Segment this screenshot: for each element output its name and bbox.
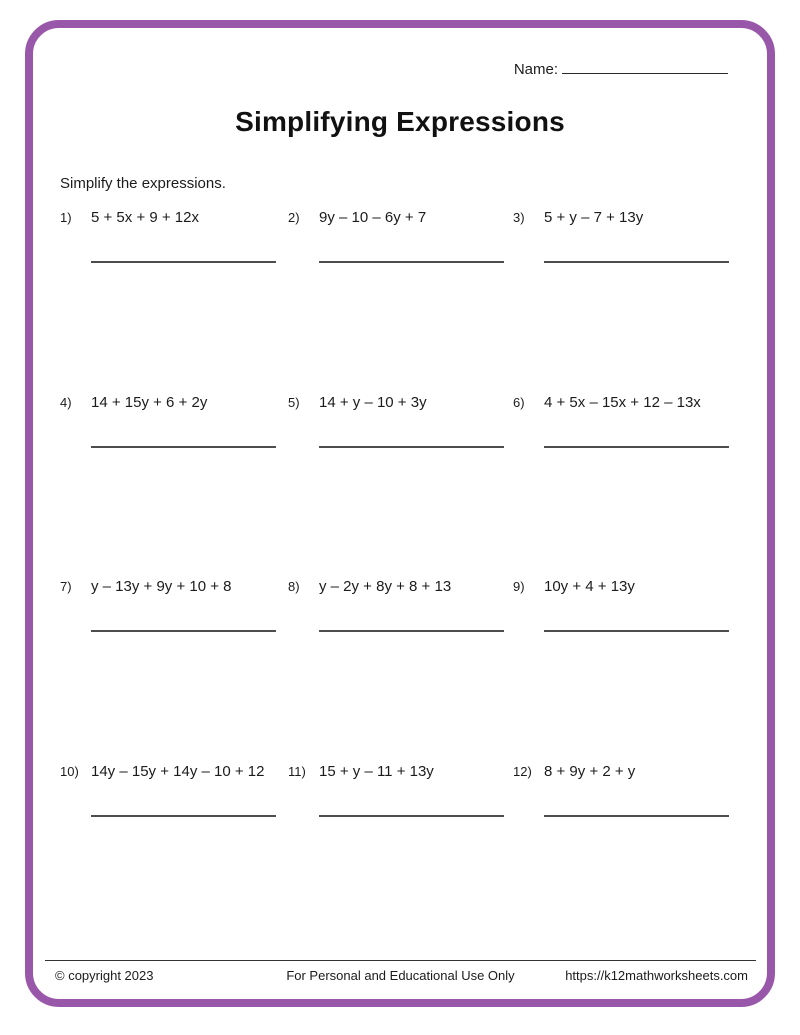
- problem-item: [513, 762, 740, 947]
- answer-line: [544, 815, 729, 817]
- problem-number: 3): [513, 210, 525, 225]
- name-block: [514, 60, 728, 78]
- problem-item: [60, 393, 288, 578]
- problem-expression: 14y – 15y + 14y – 10 + 12: [91, 762, 265, 780]
- answer-line: [544, 261, 729, 263]
- problem-item: [288, 577, 513, 762]
- problem-expression: 5 + 5x + 9 + 12x: [91, 209, 199, 226]
- answer-line: [91, 815, 276, 817]
- answer-line: [319, 446, 504, 448]
- problem-number: 7): [60, 579, 72, 594]
- footer-divider: [45, 960, 756, 961]
- problem-item: [60, 208, 288, 393]
- answer-line: [319, 630, 504, 632]
- problem-number: 2): [288, 210, 300, 225]
- problem-number: 4): [60, 394, 72, 410]
- problem-expression: y – 2y + 8y + 8 + 13: [319, 578, 452, 595]
- footer-url: https://k12mathworksheets.com: [565, 968, 748, 983]
- problem-number: 12): [513, 763, 532, 779]
- answer-line: [91, 446, 276, 448]
- problem-item: [288, 393, 513, 578]
- problem-item: [60, 762, 288, 947]
- answer-line: [319, 261, 504, 263]
- answer-line: [91, 261, 276, 263]
- problem-expression: 14 + 15y + 6 + 2y: [91, 393, 208, 411]
- answer-line: [544, 446, 729, 448]
- problem-expression: 14 + y – 10 + 3y: [319, 393, 427, 411]
- problem-number: 11): [288, 763, 306, 779]
- problem-item: [288, 208, 513, 393]
- name-label: Name:: [513, 61, 558, 78]
- answer-line: [544, 630, 729, 632]
- footer: [45, 968, 756, 983]
- problem-item: [60, 577, 288, 762]
- problem-number: 5): [288, 394, 300, 410]
- problem-number: 1): [60, 210, 72, 225]
- answer-line: [319, 815, 504, 817]
- problem-expression: 10y + 4 + 13y: [544, 578, 635, 595]
- name-fill-line: [562, 60, 728, 74]
- problem-item: [513, 208, 740, 393]
- footer-copyright: © copyright 2023: [55, 968, 154, 983]
- problem-expression: 8 + 9y + 2 + y: [544, 762, 636, 780]
- problem-number: 10): [60, 763, 79, 779]
- problem-expression: 15 + y – 11 + 13y: [319, 762, 434, 780]
- problem-item: [513, 393, 740, 578]
- answer-line: [91, 630, 276, 632]
- problem-expression: y – 13y + 9y + 10 + 8: [91, 578, 232, 595]
- problem-expression: 4 + 5x – 15x + 12 – 13x: [544, 393, 701, 411]
- page-title: Simplifying Expressions: [235, 106, 565, 137]
- problem-item: [288, 762, 513, 947]
- instruction-text: Simplify the expressions.: [60, 175, 226, 192]
- problems-grid: [60, 208, 740, 946]
- problem-number: 9): [513, 579, 525, 594]
- problem-item: [513, 577, 740, 762]
- problem-number: 8): [288, 579, 300, 594]
- problem-number: 6): [513, 394, 525, 410]
- problem-expression: 9y – 10 – 6y + 7: [319, 209, 427, 226]
- problem-expression: 5 + y – 7 + 13y: [544, 209, 644, 226]
- footer-usage-note: For Personal and Educational Use Only: [286, 968, 515, 983]
